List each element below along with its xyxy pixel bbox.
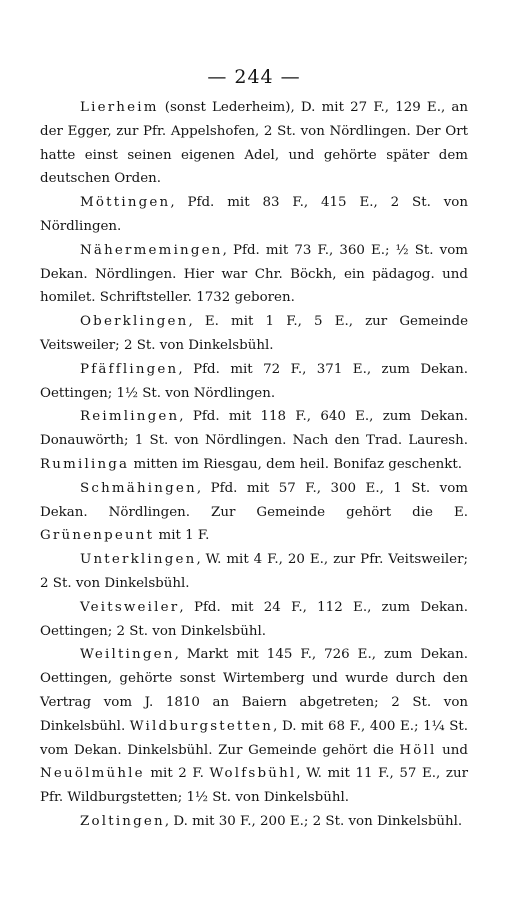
place-name: Möttingen — [80, 195, 171, 211]
place-name-tertiary: Höll — [399, 742, 437, 758]
place-name-secondary: Rumilinga — [40, 456, 130, 472]
place-name: Lierheim — [80, 100, 159, 115]
page-number: — 244 — — [207, 66, 301, 88]
entry-moettingen — [40, 191, 468, 239]
entry-text: , W. mit 4 F., 20 E., zur Pfr. Veitsweiler; 2 St. von Dinkelsbühl. — [40, 552, 468, 591]
entry-text: , Pfd. mit 72 F., 371 E., zum Dekan. Oettingen; 1½ St. von Nördlingen. — [40, 361, 468, 401]
place-name: Nähermemingen — [80, 242, 223, 258]
entry-text-continued: mitten im Riesgau, dem heil. Bonifaz geschenkt. — [129, 456, 463, 472]
place-name: Reimlingen — [80, 409, 180, 425]
entry-text: , Pfd. mit 24 F., 112 E., zum Dekan. Oettingen; 2 St. von Dinkelsbühl. — [40, 599, 468, 639]
place-name: Unterklingen — [80, 552, 197, 568]
place-name-quaternary: Neuölmühle — [40, 766, 145, 782]
place-name: Weiltingen — [80, 647, 175, 663]
entry-weiltingen — [40, 643, 468, 810]
entry-text: , D. mit 30 F., 200 E.; 2 St. von Dinkelsbühl. — [164, 813, 463, 829]
place-name: Zoltingen — [80, 813, 165, 829]
place-name: Oberklingen — [80, 314, 189, 330]
entry-text: , Markt mit 145 F., 726 E., zum Dekan. Oettingen, gehörte sonst Wirtemberg und wurde durch den Vertrag vom J. 1810 an Baiern abgetreten; 2 St. von Dinkelsbühl. — [40, 647, 468, 734]
entry-unterklingen — [40, 548, 468, 596]
entry-text-continued: mit 1 F. — [154, 528, 210, 544]
entry-schmaehingen — [40, 477, 468, 548]
gazetteer-text — [40, 96, 468, 834]
entry-text-continued: , W. mit 11 F., 57 E., zur Pfr. Wildburgstetten; 1½ St. von Dinkelsbühl. — [40, 766, 468, 806]
entry-text: , Pfd. mit 73 F., 360 E.; ½ St. vom Dekan. Nördlingen. Hier war Chr. Böckh, ein pädagog. und homilet. Schriftsteller. 1732 geboren. — [40, 242, 468, 306]
entry-text: , Pfd. mit 83 F., 415 E., 2 St. von Nördlingen. — [40, 195, 468, 234]
entry-text: , E. mit 1 F., 5 E., zur Gemeinde Veitsweiler; 2 St. von Dinkelsbühl. — [40, 314, 468, 353]
entry-text: , Pfd. mit 57 F., 300 E., 1 St. vom Dekan. Nördlingen. Zur Gemeinde gehört die E. — [40, 480, 468, 520]
entry-lierheim — [40, 96, 468, 191]
place-name: Pfäfflingen — [80, 361, 179, 377]
entry-oberklingen — [40, 310, 468, 358]
entry-naehermemingen — [40, 239, 468, 310]
entry-text: , Pfd. mit 118 F., 640 E., zum Dekan. Donauwörth; 1 St. von Nördlingen. Nach den Trad. Lauresh. — [40, 409, 468, 449]
entry-reimlingen — [40, 405, 468, 476]
entry-veitsweiler — [40, 596, 468, 644]
place-name: Veitsweiler — [80, 599, 180, 615]
entry-pfaefflingen — [40, 358, 468, 406]
place-name: Schmähingen — [80, 480, 197, 496]
place-name-secondary: Wildburgstetten — [129, 718, 274, 734]
entry-text-continued: mit 2 F. — [144, 766, 210, 782]
entry-text: (sonst Lederheim), D. mit 27 F., 129 E., an der Egger, zur Pfr. Appelshofen, 2 St. von Nördlingen. Der Ort hatte einst seinen eigenen Adel, und gehörte später dem deutschen Orden. — [40, 100, 468, 187]
place-name-quinary: Wolfsbühl — [209, 766, 297, 782]
entry-text-continued: und — [436, 742, 468, 758]
entry-zoltingen — [40, 810, 468, 834]
place-name-secondary: Grünenpeunt — [40, 528, 155, 544]
entry-text-continued: , D. mit 68 F., 400 E.; 1¼ St. vom Dekan. Dinkelsbühl. Zur Gemeinde gehört die — [40, 718, 469, 758]
